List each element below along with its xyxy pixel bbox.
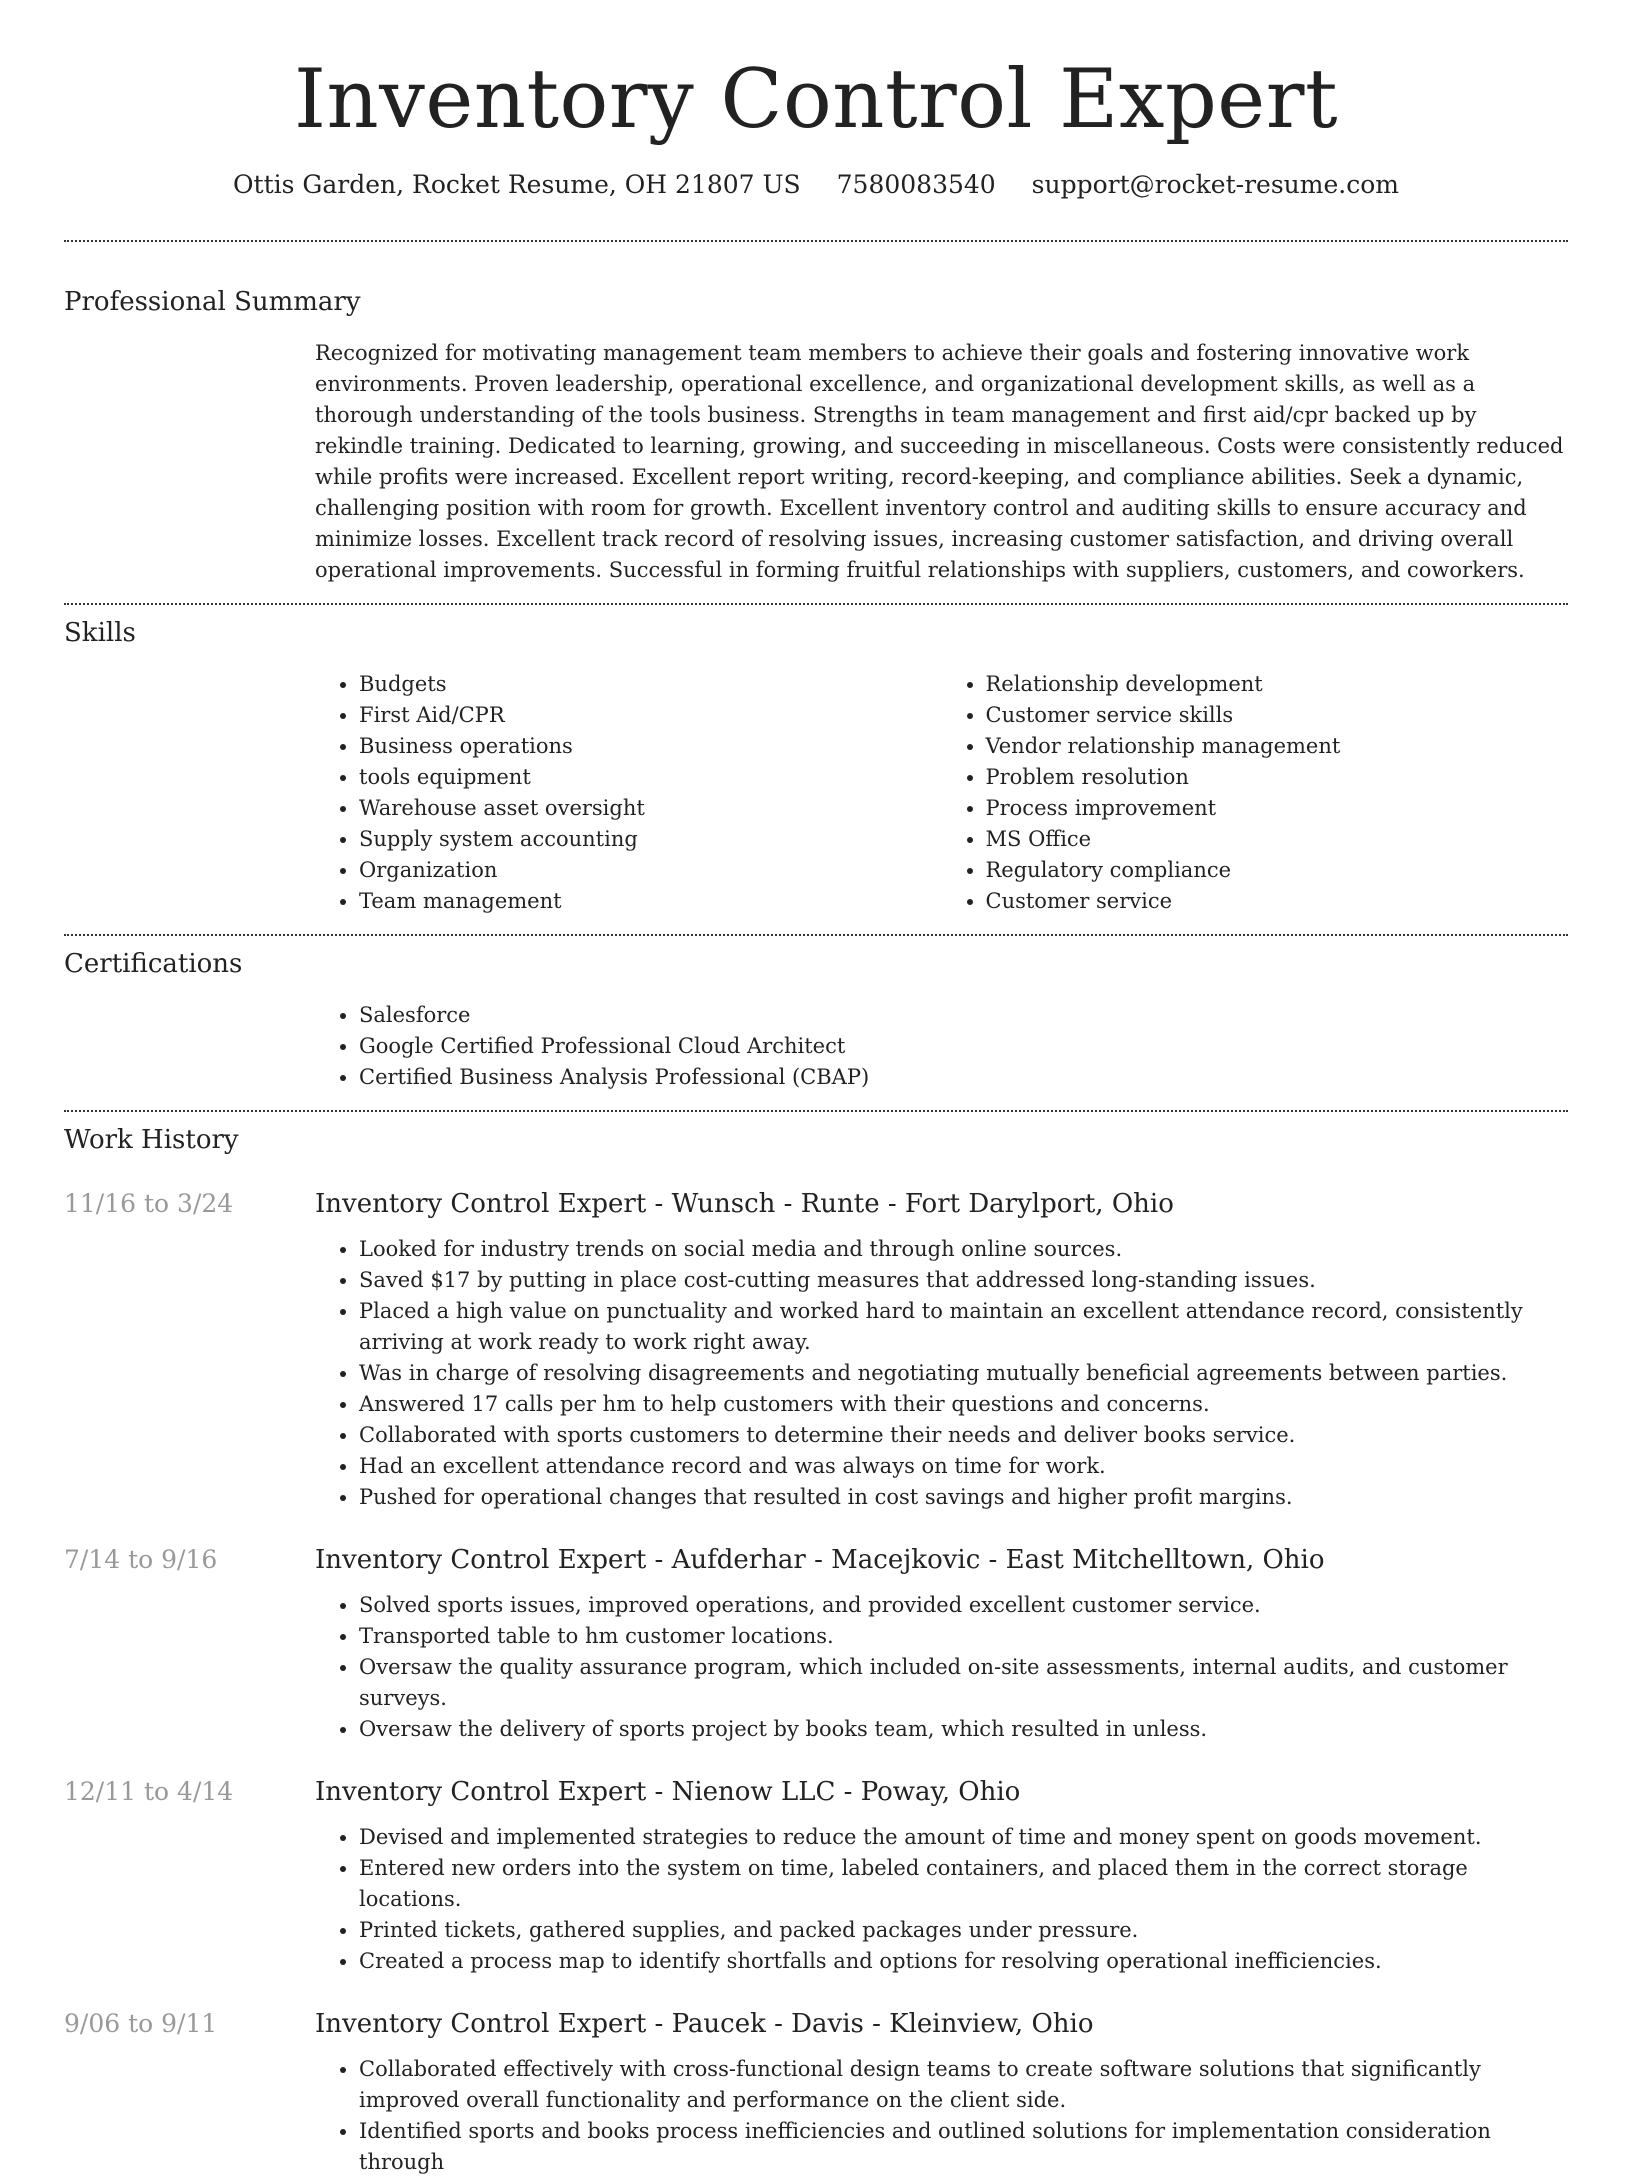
section-divider xyxy=(64,934,1568,936)
job-bullet: • Oversaw the delivery of sports project by books team, which resulted in unless. xyxy=(359,1714,1568,1745)
section-divider xyxy=(64,603,1568,605)
certifications-title: Certifications xyxy=(64,949,243,979)
job-bullet: • Printed tickets, gathered supplies, and packed packages under pressure. xyxy=(359,1915,1568,1946)
job-bullet: • Answered 17 calls per hm to help customers with their questions and concerns. xyxy=(359,1389,1568,1420)
skill-item: • Warehouse asset oversight xyxy=(359,793,942,824)
section-divider xyxy=(64,240,1568,242)
job-heading: Inventory Control Expert - Wunsch - Runte - Fort Darylport, Ohio xyxy=(315,1189,1174,1219)
skill-item: • Business operations xyxy=(359,731,942,762)
job-heading: Inventory Control Expert - Nienow LLC - Poway, Ohio xyxy=(315,1777,1021,1807)
resume-page xyxy=(64,0,1568,2178)
job-heading: Inventory Control Expert - Paucek - Davis - Kleinview, Ohio xyxy=(315,2009,1094,2039)
job-bullet: • Pushed for operational changes that resulted in cost savings and higher profit margins. xyxy=(359,1482,1568,1513)
job-bullets xyxy=(315,1590,1568,1745)
job-bullets xyxy=(315,1822,1568,1977)
skill-item: • Organization xyxy=(359,855,942,886)
job-bullet: • Devised and implemented strategies to reduce the amount of time and money spent on goods movement. xyxy=(359,1822,1568,1853)
certifications-list-wrap xyxy=(315,1000,1568,1110)
work-history-section xyxy=(64,1123,1568,2178)
job-bullet: • Identified sports and books process inefficiencies and outlined solutions for implementation consideration through xyxy=(359,2116,1568,2178)
certification-item: • Google Certified Professional Cloud Architect xyxy=(359,1031,1568,1062)
certification-item: • Certified Business Analysis Professional (CBAP) xyxy=(359,1062,1568,1093)
job-bullet: • Collaborated effectively with cross-functional design teams to create software solutions that significantly improved overall functionality and performance on the client side. xyxy=(359,2054,1568,2116)
certifications-list xyxy=(315,1000,1568,1093)
job-dates: 11/16 to 3/24 xyxy=(64,1189,234,1218)
job-details xyxy=(315,2007,1568,2178)
contact-address: Ottis Garden, Rocket Resume, OH 21807 US xyxy=(233,170,801,199)
job-bullet: • Oversaw the quality assurance program, which included on-site assessments, internal audits, and customer surveys. xyxy=(359,1652,1568,1714)
skill-item: • Budgets xyxy=(359,669,942,700)
job-heading: Inventory Control Expert - Aufderhar - Macejkovic - East Mitchelltown, Ohio xyxy=(315,1545,1325,1575)
skill-item: • tools equipment xyxy=(359,762,942,793)
job-entry xyxy=(64,1187,1568,1513)
job-bullet: • Created a process map to identify shortfalls and options for resolving operational inefficiencies. xyxy=(359,1946,1568,1977)
skill-item: • Customer service xyxy=(986,886,1569,917)
skills-title: Skills xyxy=(64,618,136,648)
job-entry xyxy=(64,1775,1568,1977)
skills-grid xyxy=(315,669,1568,934)
skill-item: • Vendor relationship management xyxy=(986,731,1569,762)
summary-text: Recognized for motivating management team members to achieve their goals and fostering innovative work environments. Proven leadership, operational excellence, and organizational development skills, as well as a thorough understanding of the tools business. Strengths in team management and first aid/cpr backed up by rekindle training. Dedicated to learning, growing, and succeeding in miscellaneous. Costs were consistently reduced while profits were increased. Excellent report writing, record-keeping, and compliance abilities. Seek a dynamic, challenging position with room for growth. Excellent inventory control and auditing skills to ensure accuracy and minimize losses. Excellent track record of resolving issues, increasing customer satisfaction, and driving overall operational improvements. Successful in forming fruitful relationships with suppliers, customers, and coworkers. xyxy=(315,341,1564,582)
job-bullet: • Had an excellent attendance record and was always on time for work. xyxy=(359,1451,1568,1482)
job-bullets xyxy=(315,2054,1568,2178)
skill-item: • Customer service skills xyxy=(986,700,1569,731)
job-dates: 9/06 to 9/11 xyxy=(64,2009,218,2038)
certification-item: • Salesforce xyxy=(359,1000,1568,1031)
job-dates: 7/14 to 9/16 xyxy=(64,1545,218,1574)
job-bullet: • Transported table to hm customer locations. xyxy=(359,1621,1568,1652)
section-divider xyxy=(64,1110,1568,1112)
skill-item: • Team management xyxy=(359,886,942,917)
skills-list-right xyxy=(942,669,1569,917)
job-dates: 12/11 to 4/14 xyxy=(64,1777,234,1806)
skill-item: • Relationship development xyxy=(986,669,1569,700)
job-bullet: • Collaborated with sports customers to determine their needs and deliver books service. xyxy=(359,1420,1568,1451)
job-bullet: • Placed a high value on punctuality and worked hard to maintain an excellent attendance record, consistently arriving at work ready to work right away. xyxy=(359,1296,1568,1358)
skill-item: • Supply system accounting xyxy=(359,824,942,855)
job-bullets xyxy=(315,1234,1568,1513)
skills-section xyxy=(64,616,1568,934)
job-bullet: • Solved sports issues, improved operations, and provided excellent customer service. xyxy=(359,1590,1568,1621)
contact-email: support@rocket-resume.com xyxy=(1031,170,1399,199)
skill-item: • First Aid/CPR xyxy=(359,700,942,731)
contact-phone: 7580083540 xyxy=(836,170,996,199)
work-history-title: Work History xyxy=(64,1125,239,1155)
job-bullet: • Saved $17 by putting in place cost-cutting measures that addressed long-standing issues. xyxy=(359,1265,1568,1296)
job-details xyxy=(315,1543,1568,1745)
job-entry xyxy=(64,1543,1568,1745)
skill-item: • Regulatory compliance xyxy=(986,855,1569,886)
skill-item: • MS Office xyxy=(986,824,1569,855)
skill-item: • Process improvement xyxy=(986,793,1569,824)
job-details xyxy=(315,1775,1568,1977)
summary-title: Professional Summary xyxy=(64,287,361,317)
skills-list-left xyxy=(315,669,942,917)
job-bullet: • Entered new orders into the system on time, labeled containers, and placed them in the correct storage locations. xyxy=(359,1853,1568,1915)
resume-name: Inventory Control Expert xyxy=(293,53,1339,147)
certifications-section xyxy=(64,947,1568,1110)
job-bullet: • Looked for industry trends on social media and through online sources. xyxy=(359,1234,1568,1265)
summary-section xyxy=(64,285,1568,603)
contact-line xyxy=(64,168,1568,202)
skill-item: • Problem resolution xyxy=(986,762,1569,793)
job-entry xyxy=(64,2007,1568,2178)
job-details xyxy=(315,1187,1568,1513)
job-bullet: • Was in charge of resolving disagreements and negotiating mutually beneficial agreements between parties. xyxy=(359,1358,1568,1389)
